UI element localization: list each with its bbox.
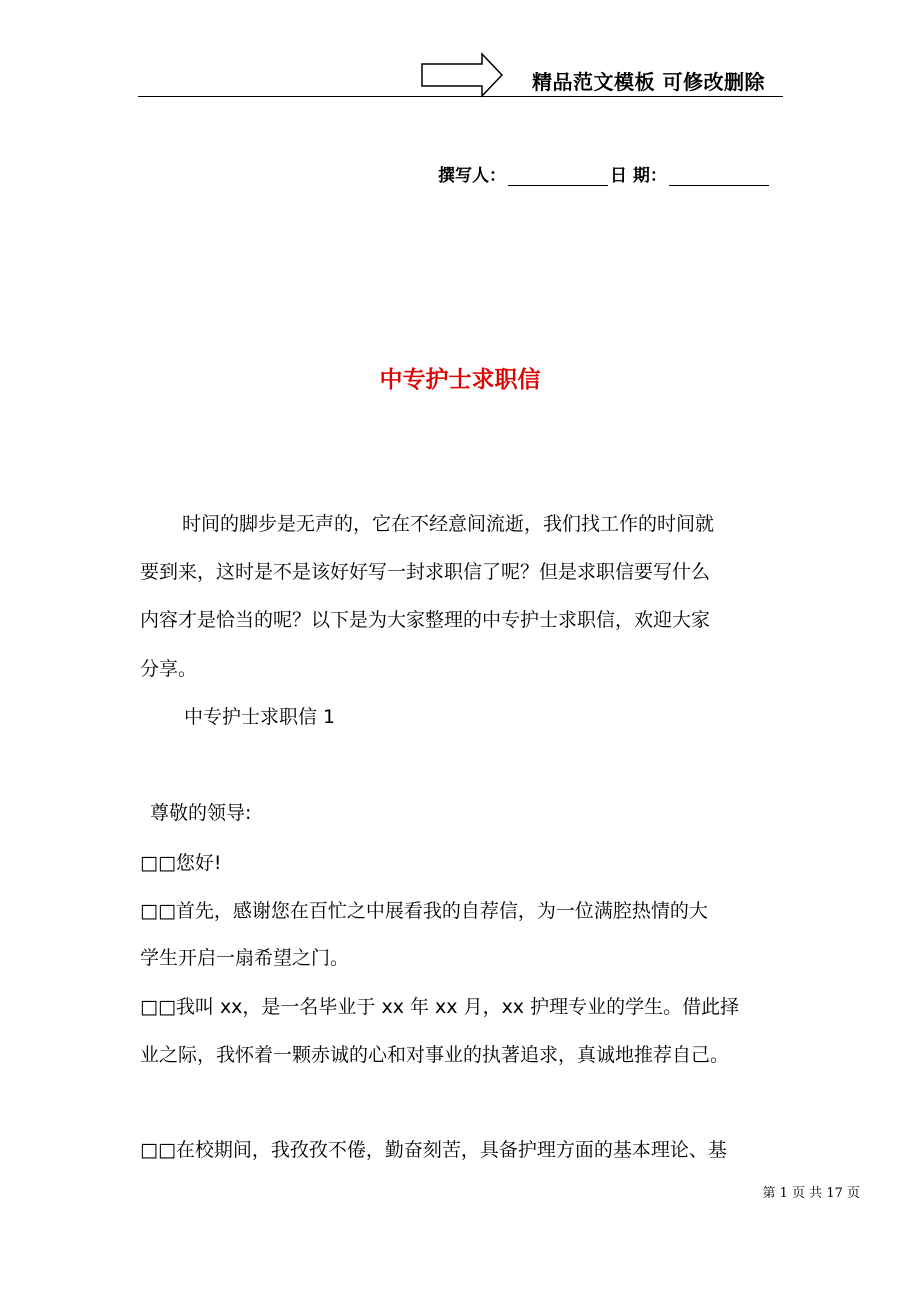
author-label: 撰写人： xyxy=(438,166,506,186)
header-banner: 精品范文模板 可修改删除 xyxy=(532,70,765,94)
salutation: 尊敬的领导: xyxy=(150,802,252,824)
meta-line xyxy=(438,161,771,186)
body-line: □□我叫 xx，是一名毕业于 xx 年 xx 月，xx 护理专业的学生。借此择 xyxy=(140,996,740,1018)
section-heading: 中专护士求职信 1 xyxy=(184,706,336,728)
date-label: 日 期： xyxy=(610,166,667,186)
greeting-line: □□您好! xyxy=(140,852,222,874)
body-line: 内容才是恰当的呢？以下是为大家整理的中专护士求职信，欢迎大家 xyxy=(140,609,711,631)
page-indicator: 第 1 页 共 17 页 xyxy=(762,1186,860,1201)
body-line: 时间的脚步是无声的，它在不经意间流逝，我们找工作的时间就 xyxy=(182,513,715,535)
body-line: 业之际，我怀着一颗赤诚的心和对事业的执著追求，真诚地推荐自己。 xyxy=(140,1044,730,1066)
header-divider xyxy=(138,96,783,97)
arrow-icon xyxy=(420,52,506,98)
body-line: 学生开启一扇希望之门。 xyxy=(140,947,350,969)
date-blank xyxy=(669,167,769,186)
body-line: □□首先，感谢您在百忙之中展看我的自荐信，为一位满腔热情的大 xyxy=(140,900,708,922)
body-line: 分享。 xyxy=(140,658,198,680)
body-line: □□在校期间，我孜孜不倦，勤奋刻苦，具备护理方面的基本理论、基 xyxy=(140,1139,727,1161)
document-title: 中专护士求职信 xyxy=(379,367,541,393)
author-blank xyxy=(508,167,608,186)
body-line: 要到来，这时是不是该好好写一封求职信了呢？但是求职信要写什么 xyxy=(140,561,711,583)
